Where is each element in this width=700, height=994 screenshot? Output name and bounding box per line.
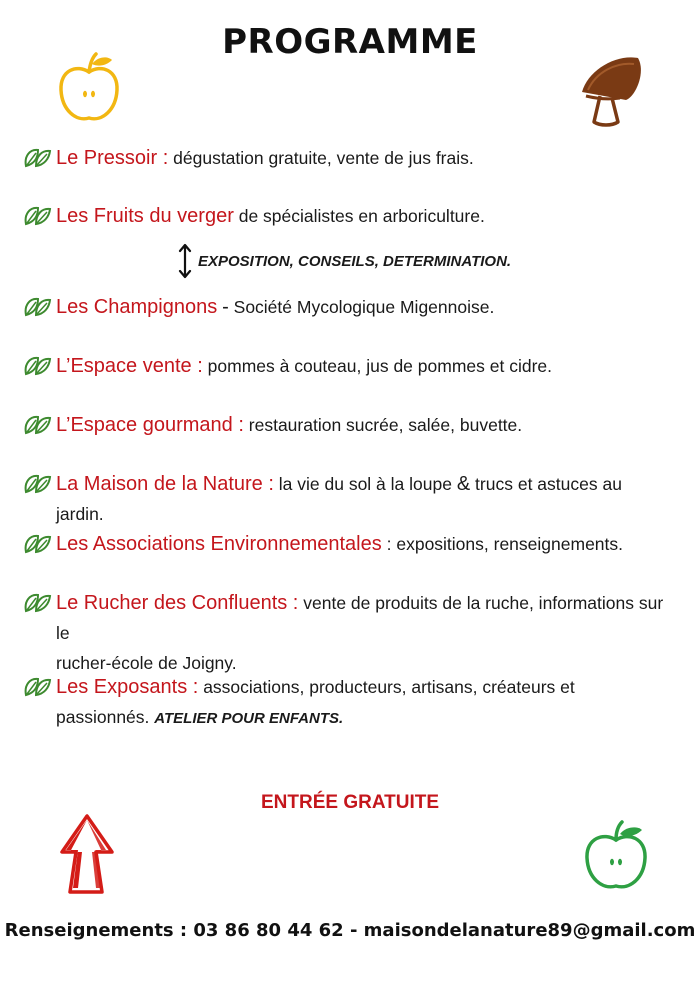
item-description-2: trucs et astuces au jardin. <box>56 474 622 524</box>
item-title: Le Rucher des Confluents : <box>56 592 299 614</box>
item-title: Les Associations Environnementales <box>56 533 382 555</box>
brown-mushroom-icon <box>576 52 648 130</box>
free-entry-banner: ENTRÉE GRATUITE <box>260 792 440 813</box>
item-description: de spécialistes en arboriculture. <box>238 206 485 226</box>
item-description: pommes à couteau, jus de pommes et cidre. <box>207 356 552 376</box>
yellow-apple-icon <box>52 50 126 126</box>
red-mushroom-icon <box>56 812 118 898</box>
item-separator: - <box>222 296 229 318</box>
item-title: L’Espace gourmand : <box>56 414 244 436</box>
item-description: restauration sucrée, salée, buvette. <box>248 415 523 435</box>
item-description: Société Mycologique Migennoise. <box>233 297 495 317</box>
item-description-continued: passionnés. <box>56 707 150 727</box>
double-leaf-icon <box>24 472 52 494</box>
item-title: La Maison de la Nature : <box>56 473 274 495</box>
double-leaf-icon <box>24 413 52 435</box>
item-title: Les Exposants : <box>56 676 199 698</box>
item-description: vente de produits de la ruche, informations sur le <box>56 593 664 643</box>
programme-item-fruits <box>24 201 664 231</box>
programme-item-espace-gourmand <box>24 410 664 440</box>
double-arrow-icon <box>178 243 192 279</box>
exposition-text: EXPOSITION, CONSEILS, DETERMINATION. <box>198 252 512 270</box>
programme-item-champignons <box>24 292 664 322</box>
item-description: associations, producteurs, artisans, créateurs et <box>203 677 575 697</box>
double-leaf-icon <box>24 591 52 613</box>
item-description: dégustation gratuite, vente de jus frais. <box>173 148 474 168</box>
exposition-note <box>178 246 511 276</box>
contact-footer: Renseignements : 03 86 80 44 62 - maisondelanature89@gmail.com <box>4 920 696 941</box>
programme-item-espace-vente <box>24 351 664 381</box>
double-leaf-icon <box>24 146 52 168</box>
item-description: : expositions, renseignements. <box>386 534 624 554</box>
programme-item-rucher <box>24 588 664 678</box>
programme-item-exposants <box>24 672 664 734</box>
double-leaf-icon <box>24 675 52 697</box>
double-leaf-icon <box>24 295 52 317</box>
page-title: PROGRAMME <box>222 22 478 62</box>
double-leaf-icon <box>24 204 52 226</box>
item-title: L’Espace vente : <box>56 355 203 377</box>
programme-item-associations <box>24 529 664 559</box>
double-leaf-icon <box>24 354 52 376</box>
item-title: Les Fruits du verger <box>56 205 234 227</box>
programme-item-pressoir <box>24 143 664 173</box>
item-title: Le Pressoir : <box>56 147 169 169</box>
programme-item-maison-nature <box>24 469 664 529</box>
green-apple-icon <box>580 818 652 894</box>
ampersand: & <box>456 473 471 495</box>
item-title: Les Champignons <box>56 296 218 318</box>
item-description-continued: rucher-école de Joigny. <box>56 653 237 673</box>
item-description: la vie du sol à la loupe <box>278 474 452 494</box>
double-leaf-icon <box>24 532 52 554</box>
atelier-note: ATELIER POUR ENFANTS. <box>154 710 344 727</box>
